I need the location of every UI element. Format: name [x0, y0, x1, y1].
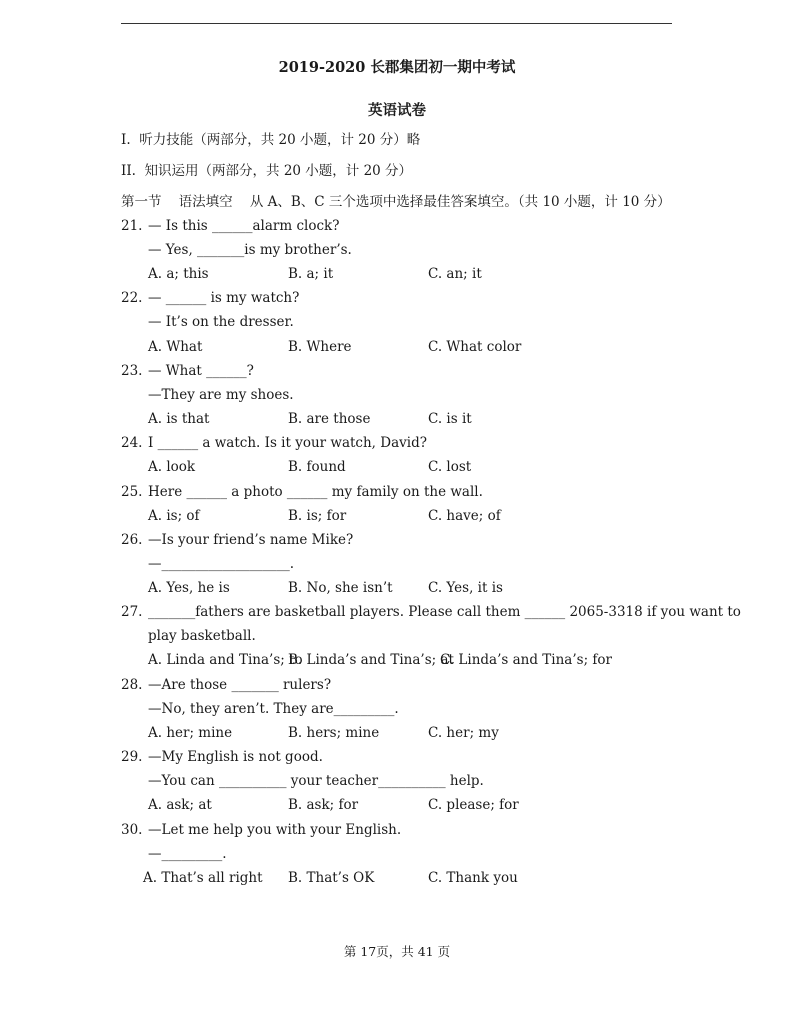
question-number: 30. — [121, 822, 143, 838]
question-line: —Let me help you with your English. — [148, 822, 402, 838]
section-knowledge: II. 知识运用（两部分，共 20 小题，计 20 分） — [121, 163, 413, 179]
question-number: 26. — [121, 532, 143, 548]
question-number: 25. — [121, 484, 143, 500]
question-line: —Are those _______ rulers? — [148, 677, 332, 693]
option-a: A. a; this — [148, 266, 209, 282]
exam-subtitle: 英语试卷 — [368, 102, 426, 119]
page-number: 第 17页，共 41 页 — [343, 944, 451, 959]
option-c: C. please; for — [428, 797, 519, 813]
question-line: —Is your friend’s name Mike? — [148, 532, 354, 548]
option-c: C. What color — [428, 339, 522, 355]
option-b: B. are those — [288, 411, 371, 427]
option-a: A. her; mine — [148, 725, 233, 741]
question-line: —_________. — [148, 846, 227, 862]
option-a: A. is that — [148, 411, 210, 427]
section-listening: I. 听力技能（两部分，共 20 小题，计 20 分）略 — [121, 132, 421, 148]
option-b: B. is; for — [288, 508, 347, 524]
option-a: A. Linda and Tina’s; to — [148, 652, 303, 668]
option-a: A. That’s all right — [143, 870, 263, 886]
question-line: — It’s on the dresser. — [148, 314, 294, 330]
question-number: 27. — [121, 604, 143, 620]
question-line: —You can __________ your teacher__________ help. — [148, 773, 484, 789]
question-number: 22. — [121, 290, 143, 306]
question-line: — Is this ______alarm clock? — [148, 218, 340, 234]
option-b: B. That’s OK — [288, 870, 375, 886]
question-line: I ______ a watch. Is it your watch, David? — [148, 435, 427, 451]
option-c: C. an; it — [428, 266, 482, 282]
question-line: —No, they aren’t. They are_________. — [148, 701, 399, 717]
option-c: C. Yes, it is — [428, 580, 503, 596]
question-line: — What ______? — [148, 363, 254, 379]
option-b: B. hers; mine — [288, 725, 380, 741]
option-c: C. her; my — [428, 725, 499, 741]
question-line: —___________________. — [148, 556, 295, 572]
option-a: A. look — [148, 459, 196, 475]
header-rule — [121, 23, 672, 24]
question-number: 24. — [121, 435, 143, 451]
question-number: 28. — [121, 677, 143, 693]
option-a: A. Yes, he is — [148, 580, 230, 596]
option-b: B. ask; for — [288, 797, 359, 813]
section-grammar: 第一节 语法填空 从 A、B、C 三个选项中选择最佳答案填空。（共 10 小题，计 10 分） — [121, 194, 671, 210]
option-c: C. Thank you — [428, 870, 518, 886]
option-b: B. found — [288, 459, 346, 475]
option-c: C. lost — [428, 459, 472, 475]
question-line: —They are my shoes. — [148, 387, 294, 403]
question-line: —My English is not good. — [148, 749, 323, 765]
question-line: play basketball. — [148, 628, 256, 644]
option-b: B. a; it — [288, 266, 334, 282]
option-c: C. is it — [428, 411, 472, 427]
question-line: — Yes, _______is my brother’s. — [148, 242, 352, 258]
option-a: A. is; of — [148, 508, 200, 524]
question-line: Here ______ a photo ______ my family on the wall. — [148, 484, 483, 500]
question-line: _______fathers are basketball players. Please call them ______ 2065-3318 if you want to — [148, 604, 741, 620]
exam-title: 2019-2020 长郡集团初一期中考试 — [278, 59, 516, 76]
option-a: A. What — [148, 339, 203, 355]
option-c: C. have; of — [428, 508, 501, 524]
question-number: 21. — [121, 218, 143, 234]
option-a: A. ask; at — [148, 797, 212, 813]
option-c: C. Linda’s and Tina’s; for — [440, 652, 612, 668]
option-b: B. Linda’s and Tina’s; at — [288, 652, 454, 668]
question-number: 29. — [121, 749, 143, 765]
option-b: B. No, she isn’t — [288, 580, 393, 596]
question-number: 23. — [121, 363, 143, 379]
question-line: — ______ is my watch? — [148, 290, 300, 306]
option-b: B. Where — [288, 339, 352, 355]
